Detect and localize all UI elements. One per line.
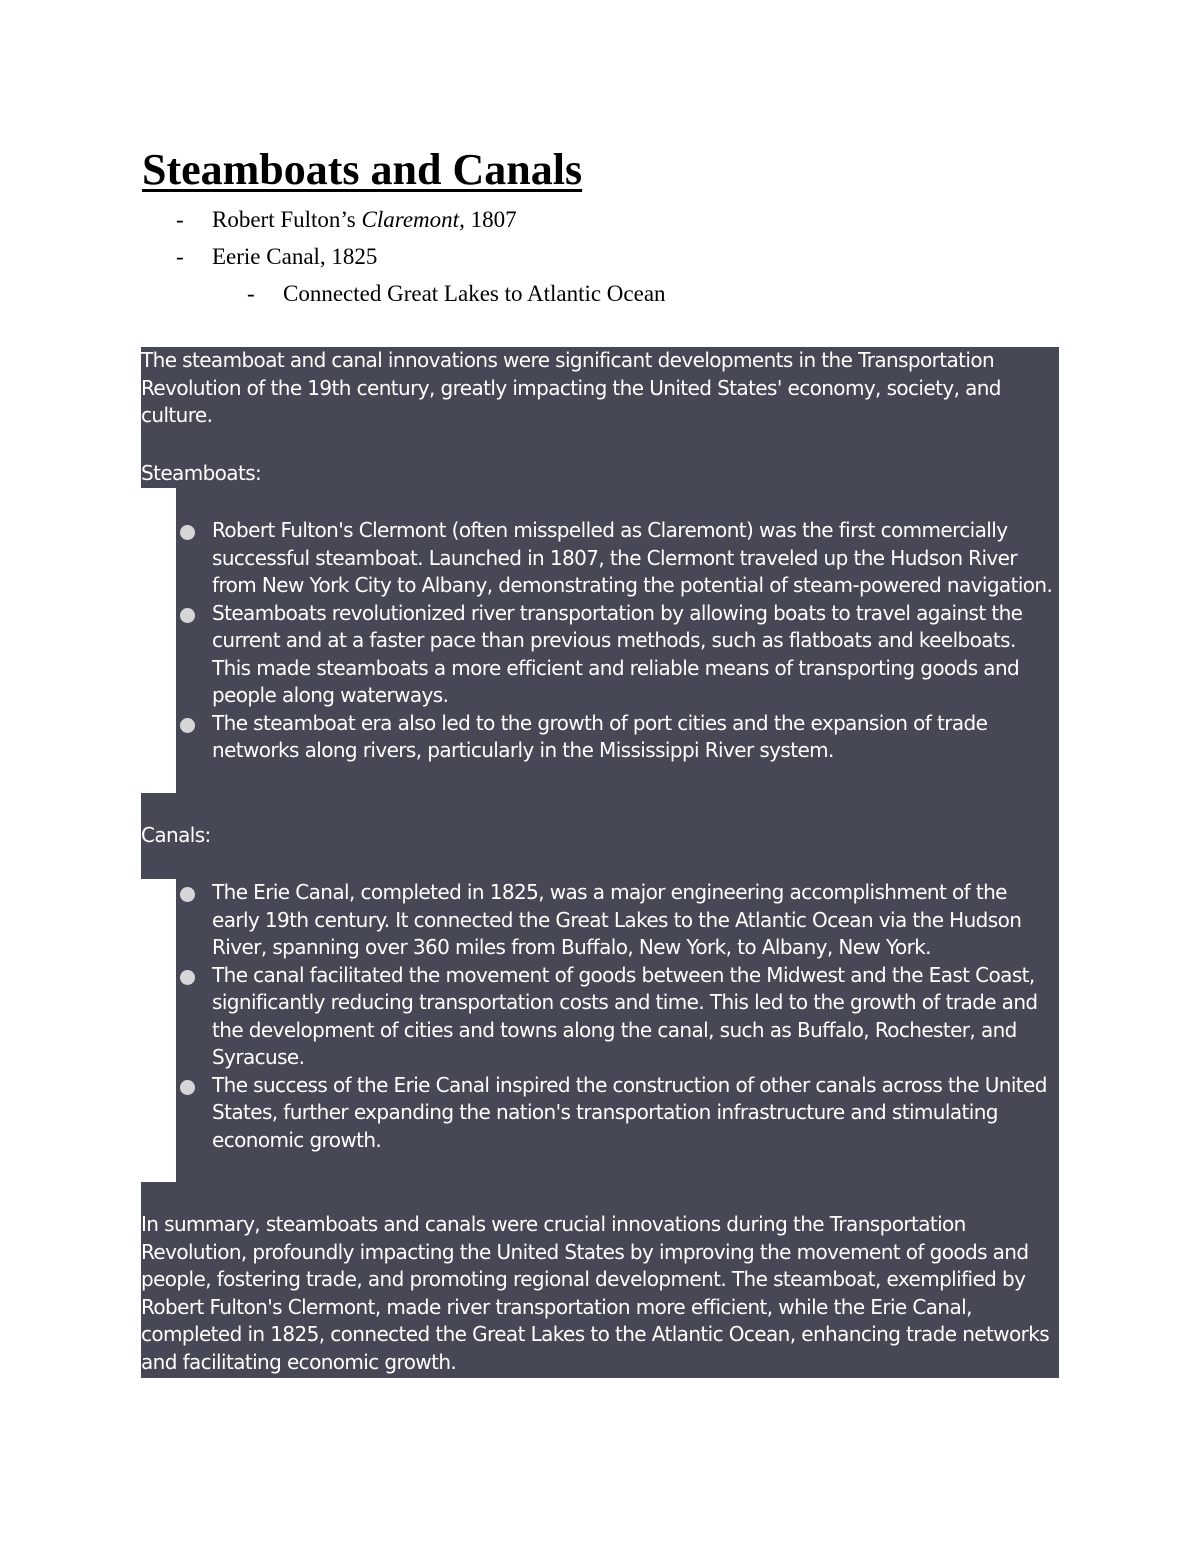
dash-bullet-icon: - <box>176 244 184 269</box>
conclusion-paragraph: In summary, steamboats and canals were crucial innovations during the Transportation Revolution, profoundly impacting the United States by improving the movement of goods and people, fostering trade, and promoting regional development. The steamboat, exemplified by Robert Fulton's Clermont, made river transportation more efficient, while the Erie Canal, completed in 1825, connected the Great Lakes to the Atlantic Ocean, enhancing trade networks and facilitating economic growth. <box>141 1212 1050 1374</box>
steamboats-heading: Steamboats: <box>141 461 262 485</box>
canals-heading: Canals: <box>141 823 211 847</box>
outline-item-fulton <box>176 205 517 235</box>
list-item-text: The Erie Canal, completed in 1825, was a major engineering accomplishment of the early 19th century. It connected the Great Lakes to the Atlantic Ocean via the Hudson River, spanning over 360 miles from Buffalo, New York, to Albany, New York. <box>212 880 1022 959</box>
list-item <box>176 879 1059 962</box>
outline-item-suffix: , 1807 <box>459 207 517 232</box>
list-item <box>176 962 1059 1072</box>
list-item <box>176 710 1059 765</box>
canals-list <box>176 879 1059 1154</box>
list-item-text: Robert Fulton's Clermont (often misspelled as Claremont) was the first commercially successful steamboat. Launched in 1807, the Clermont traveled up the Hudson River from New York City to Albany, demonstrating the potential of steam-powered navigation. <box>212 518 1053 597</box>
filled-circle-icon <box>180 1080 195 1095</box>
outline-item-text: Eerie Canal, 1825 <box>212 244 378 269</box>
dash-bullet-icon: - <box>176 207 184 232</box>
list-item-text: The success of the Erie Canal inspired the construction of other canals across the United States, further expanding the nation's transportation infrastructure and stimulating economic growth. <box>212 1072 1047 1152</box>
page-title: Steamboats and Canals <box>142 145 583 194</box>
list-item-text: Steamboats revolutionized river transportation by allowing boats to travel against the current and at a faster pace than previous methods, such as flatboats and keelboats. This made steamboats a more efficient and reliable means of transporting goods and people along waterways. <box>212 600 1023 707</box>
outline-item-text: Robert Fulton’s <box>212 207 362 232</box>
list-item <box>176 600 1059 710</box>
filled-circle-icon <box>180 608 195 623</box>
filled-circle-icon <box>180 970 195 985</box>
outline-item-canal <box>176 242 378 272</box>
filled-circle-icon <box>180 525 195 540</box>
list-item <box>176 1072 1059 1155</box>
outline-subitem-connected <box>247 279 666 309</box>
list-item <box>176 517 1059 600</box>
intro-paragraph: The steamboat and canal innovations were significant developments in the Transportation Revolution of the 19th century, greatly impacting the United States' economy, society, and culture. <box>141 348 1001 427</box>
filled-circle-icon <box>180 887 195 902</box>
outline-item-text: Connected Great Lakes to Atlantic Ocean <box>283 281 666 306</box>
dash-bullet-icon: - <box>247 281 255 306</box>
list-item-text: The canal facilitated the movement of goods between the Midwest and the East Coast, significantly reducing transportation costs and time. This led to the growth of trade and the development of cities and towns along the canal, such as Buffalo, Rochester, and Syracuse. <box>212 962 1038 1069</box>
steamboats-list <box>176 517 1059 765</box>
list-item-text: The steamboat era also led to the growth of port cities and the expansion of trade networks along rivers, particularly in the Mississippi River system. <box>212 710 988 762</box>
filled-circle-icon <box>180 718 195 733</box>
highlighted-summary <box>141 347 1059 1378</box>
outline-item-emphasis: Claremont <box>361 207 460 232</box>
